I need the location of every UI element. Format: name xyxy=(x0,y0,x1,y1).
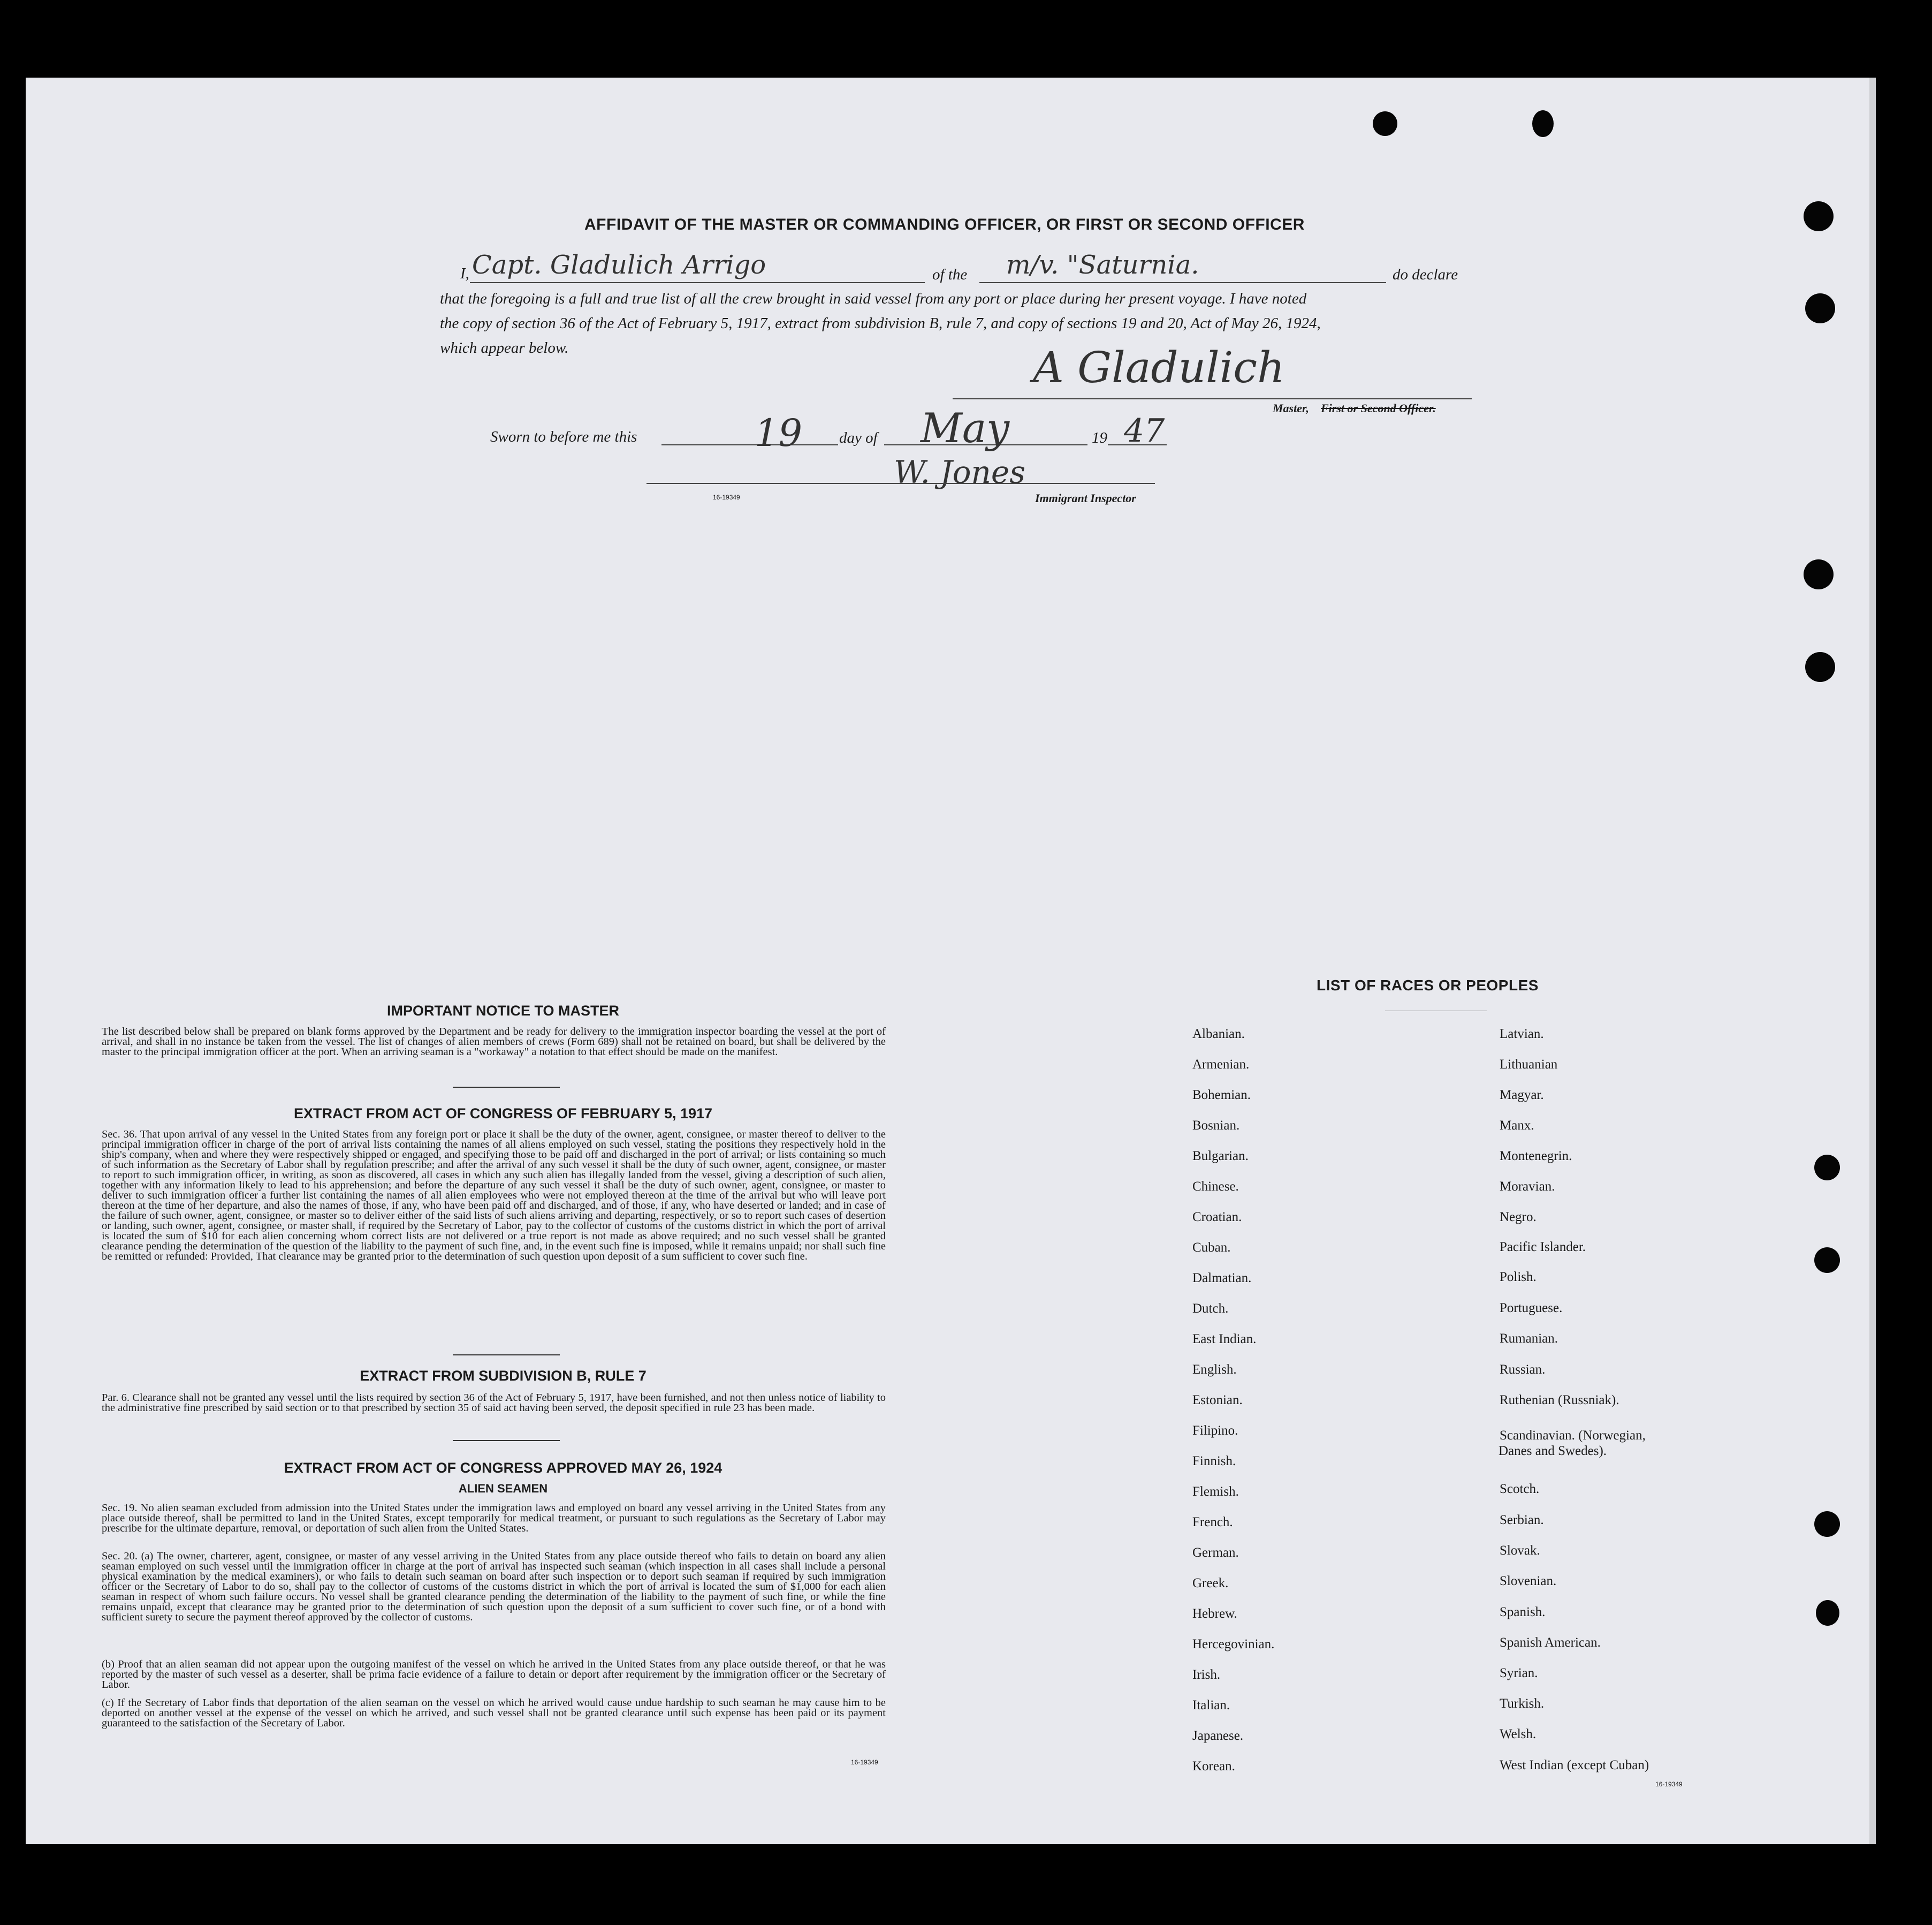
race-item: Hercegovinian. xyxy=(1192,1637,1275,1651)
inspector-signature: W. Jones xyxy=(894,454,1025,490)
race-item: Greek. xyxy=(1192,1576,1229,1590)
punch-hole xyxy=(1804,559,1834,589)
punch-hole xyxy=(1805,293,1835,323)
race-item: Spanish American. xyxy=(1500,1635,1601,1650)
signature-underline xyxy=(953,398,1472,399)
race-item: Serbian. xyxy=(1500,1513,1544,1527)
rule7-text: Par. 6. Clearance shall not be granted any vessel until the lists required by section 36 of the Act of February 5, 1917, have been furnished, and not then unless notice of liability to the administrative fine prescribed by said section or to that prescribed by section 35 of said act having been served, the deposit specified in rule 23 has been made. xyxy=(102,1392,886,1414)
race-item: Latvian. xyxy=(1500,1027,1544,1041)
race-item: Bohemian. xyxy=(1192,1088,1251,1102)
notice-text: The list described below shall be prepared on blank forms approved by the Department and be ready for delivery to the immigration inspector boarding the vessel at the port of arrival, and shall in no instance be taken from the vessel. The list of changes of alien members of crews (Form 689) shall not be retained on board, but shall be delivered by the master to the principal immigration officer at the port. When an arriving seaman is a "workaway" a notation to that effect should be made on the manifest. xyxy=(102,1026,886,1058)
race-item: Spanish. xyxy=(1500,1605,1546,1619)
separator xyxy=(453,1087,560,1088)
race-item: Scandinavian. (Norwegian, xyxy=(1500,1428,1646,1443)
race-item: Filipino. xyxy=(1192,1423,1238,1438)
master-signature: A Gladulich xyxy=(1033,343,1285,392)
race-item: West Indian (except Cuban) xyxy=(1500,1758,1649,1772)
race-item: English. xyxy=(1192,1362,1237,1377)
race-item: Armenian. xyxy=(1192,1057,1250,1072)
day-of-label: day of xyxy=(839,429,878,446)
year-handwritten: 47 xyxy=(1124,412,1165,450)
affidavit-title: AFFIDAVIT OF THE MASTER OR COMMANDING OFFICER, OR FIRST OR SECOND OFFICER xyxy=(584,216,1305,233)
race-item: Estonian. xyxy=(1192,1393,1243,1407)
extract-1924-title: EXTRACT FROM ACT OF CONGRESS APPROVED MAY 26, 1924 xyxy=(284,1460,722,1476)
separator xyxy=(453,1440,560,1441)
race-item: Polish. xyxy=(1500,1270,1537,1284)
page-edge xyxy=(1869,78,1876,1844)
race-item: Magyar. xyxy=(1500,1088,1544,1102)
race-item: Dutch. xyxy=(1192,1301,1229,1316)
sworn-label: Sworn to before me this xyxy=(490,428,637,445)
race-item: Italian. xyxy=(1192,1698,1230,1712)
affidavit-body-line2: the copy of section 36 of the Act of February 5, 1917, extract from subdivision B, rule 7, and copy of sections 19 and 20, Act of May 26, 1924, xyxy=(440,315,1321,332)
race-item: Finnish. xyxy=(1192,1454,1236,1468)
year-prefix: 19 xyxy=(1092,429,1107,446)
form-number-bottom-right: 16-19349 xyxy=(1655,1780,1683,1788)
notice-title: IMPORTANT NOTICE TO MASTER xyxy=(387,1003,619,1019)
inspector-underline xyxy=(646,483,1155,484)
race-item: East Indian. xyxy=(1192,1332,1257,1346)
race-item: Danes and Swedes). xyxy=(1499,1444,1607,1458)
affidavit-body-line3: which appear below. xyxy=(440,339,569,357)
race-item: Bosnian. xyxy=(1192,1118,1240,1133)
rule7-title: EXTRACT FROM SUBDIVISION B, RULE 7 xyxy=(360,1368,646,1384)
race-item: French. xyxy=(1192,1515,1233,1529)
race-item: Chinese. xyxy=(1192,1179,1239,1194)
race-item: Dalmatian. xyxy=(1192,1271,1252,1285)
alien-seamen-subtitle: ALIEN SEAMEN xyxy=(458,1482,548,1495)
punch-hole xyxy=(1814,1511,1840,1537)
punch-hole xyxy=(1804,201,1834,231)
punch-hole xyxy=(1814,1155,1840,1180)
race-item: Slovenian. xyxy=(1500,1574,1557,1588)
affidavit-body-line1: that the foregoing is a full and true list of all the crew brought in said vessel from any port or place during her present voyage. I have noted xyxy=(440,290,1307,307)
race-item: Syrian. xyxy=(1500,1666,1538,1680)
vessel-name-handwritten: m/v. "Saturnia. xyxy=(1006,250,1199,280)
races-title: LIST OF RACES OR PEOPLES xyxy=(1317,977,1539,994)
struck-officer-label: First or Second Officer. xyxy=(1321,401,1436,415)
race-item: Cuban. xyxy=(1192,1240,1231,1255)
extract-1917-text: Sec. 36. That upon arrival of any vessel in the United States from any foreign port or place it shall be the duty of the owner, agent, consignee, or master thereof to deliver to the principal immigration officer in charge of the port of arrival lists containing the names of all aliens employed on such vessel, stating the positions they respectively hold in the ship's company, when and where they were respectively shipped or engaged, and specifying those to be paid off and discharged in the port of arrival; or lists containing so much of such information as the Secretary of Labor shall by regulation prescribe; and after the arrival of any such vessel it shall be the duty of such owner, agent, consignee, or master to report to such immigration officer, in writing, as soon as discovered, all cases in which any such alien has illegally landed from the vessel, giving a description of such alien, together with any information likely to lead to his apprehension; and before the departure of any such vessel it shall be the duty of such owner, agent, consignee, or master to deliver to such immigration officer a further list containing the names of all alien employees who were not employed thereon at the time of the arrival but who will leave port thereon at the time of her departure, and also the names of those, if any, who have been paid off and discharged, and of those, if any, who have deserted or landed; and in case of the failure of such owner, agent, consignee, or master so to deliver either of the said lists of such aliens arriving and departing, respectively, or so to report such cases of desertion or landing, such owner, agent, consignee, or master shall, if required by the Secretary of Labor, pay to the collector of customs of the customs district in which the port of arrival is located the sum of $10 for each alien concerning whom correct lists are not delivered or a true report is not made as above required; and no such vessel shall be granted clearance pending the determination of the question of the liability to the payment of such fine, and, in the event such fine is imposed, while it remains unpaid; nor shall such fine be remitted or refunded: Provided, That clearance may be granted prior to the determination of such question upon deposit of a sum sufficient to cover such fine. xyxy=(102,1128,886,1262)
punch-hole xyxy=(1373,111,1397,136)
vessel-underline xyxy=(979,282,1386,283)
race-item: Russian. xyxy=(1500,1362,1546,1377)
sworn-day-handwritten: 19 xyxy=(755,411,803,455)
name-underline xyxy=(470,282,925,283)
race-item: Rumanian. xyxy=(1500,1331,1558,1346)
punch-hole xyxy=(1814,1247,1840,1273)
race-item: Negro. xyxy=(1500,1210,1537,1224)
race-item: Flemish. xyxy=(1192,1484,1239,1499)
sec20c-text: (c) If the Secretary of Labor finds that deportation of the alien seaman on the vessel on which he arrived would cause undue hardship to such seaman he may cause him to be deported on another vessel at the expense of the vessel on which he arrived, and such vessel shall not be granted clearance until such expense has been paid or its payment guaranteed to the satisfaction of the Secretary of Labor. xyxy=(102,1697,886,1729)
extract-1917-title: EXTRACT FROM ACT OF CONGRESS OF FEBRUARY 5, 1917 xyxy=(293,1105,713,1121)
sec20b-text: (b) Proof that an alien seaman did not appear upon the outgoing manifest of the vessel on which he arrived in the United States from any place outside thereof, or that he was reported by the master of such vessel as a deserter, shall be prima facie evidence of a failure to detain or deport after requirement by the immigration officer or the Secretary of Labor. xyxy=(102,1658,886,1691)
race-item: Welsh. xyxy=(1500,1727,1537,1741)
race-item: Korean. xyxy=(1192,1759,1235,1774)
race-item: Scotch. xyxy=(1500,1482,1540,1496)
race-item: Albanian. xyxy=(1192,1027,1245,1041)
day-underline xyxy=(661,444,838,445)
race-item: Hebrew. xyxy=(1192,1606,1237,1621)
race-item: Lithuanian xyxy=(1500,1057,1558,1072)
punch-hole xyxy=(1532,110,1554,137)
race-item: Croatian. xyxy=(1192,1210,1242,1224)
form-number-bottom-left: 16-19349 xyxy=(851,1759,878,1766)
affidavit-prefix: I, xyxy=(460,265,469,282)
race-item: Moravian. xyxy=(1500,1179,1555,1194)
race-item: Manx. xyxy=(1500,1118,1534,1133)
race-item: Slovak. xyxy=(1500,1543,1540,1558)
master-label: Master, xyxy=(1273,401,1309,415)
race-item: Bulgarian. xyxy=(1192,1149,1249,1163)
form-number-top: 16-19349 xyxy=(713,494,740,501)
do-declare-label: do declare xyxy=(1393,266,1458,283)
master-name-handwritten: Capt. Gladulich Arrigo xyxy=(472,250,766,280)
sworn-month-handwritten: May xyxy=(921,404,1010,452)
race-item: Turkish. xyxy=(1500,1696,1545,1711)
race-item: Pacific Islander. xyxy=(1500,1240,1586,1254)
race-item: Portuguese. xyxy=(1500,1301,1563,1315)
sec20a-text: Sec. 20. (a) The owner, charterer, agent, consignee, or master of any vessel arriving in the United States from any place outside thereof who fails to detain on board any alien seaman employed on such vessel until the immigration officer in charge at the port of arrival has inspected such seaman (which inspection in all cases shall include a personal physical examination by the medical examiners), or who fails to detain such seaman on board after such inspection or to deport such seaman if required by such immigration officer or the Secretary of Labor to do so, shall pay to the collector of customs of the customs district in which the port of arrival is located the sum of $1,000 for each alien seaman in respect of whom such failure occurs. No vessel shall be granted clearance pending the determination of the liability to the payment of such fine, or while the fine remains unpaid, except that clearance may be granted prior to the determination of such question upon the deposit of a sum sufficient to cover such fine, or of a bond with sufficient surety to secure the payment thereof approved by the collector of customs. xyxy=(102,1550,886,1623)
punch-hole xyxy=(1805,652,1835,682)
punch-hole xyxy=(1816,1600,1839,1626)
inspector-label: Immigrant Inspector xyxy=(1035,491,1136,505)
race-item: Montenegrin. xyxy=(1500,1149,1572,1163)
race-item: Ruthenian (Russniak). xyxy=(1500,1393,1619,1407)
race-item: Irish. xyxy=(1192,1668,1221,1682)
separator xyxy=(453,1354,560,1355)
sec19-text: Sec. 19. No alien seaman excluded from admission into the United States under the immigration laws and employed on board any vessel arriving in the United States from any place outside thereof, shall be permitted to land in the United States, except temporarily for medical treatment, or pursuant to such regulations as the Secretary of Labor may prescribe for the ultimate departure, removal, or deportation of such alien from the United States. xyxy=(102,1502,886,1534)
of-the-label: of the xyxy=(932,266,968,283)
race-item: German. xyxy=(1192,1545,1239,1560)
race-item: Japanese. xyxy=(1192,1729,1244,1743)
